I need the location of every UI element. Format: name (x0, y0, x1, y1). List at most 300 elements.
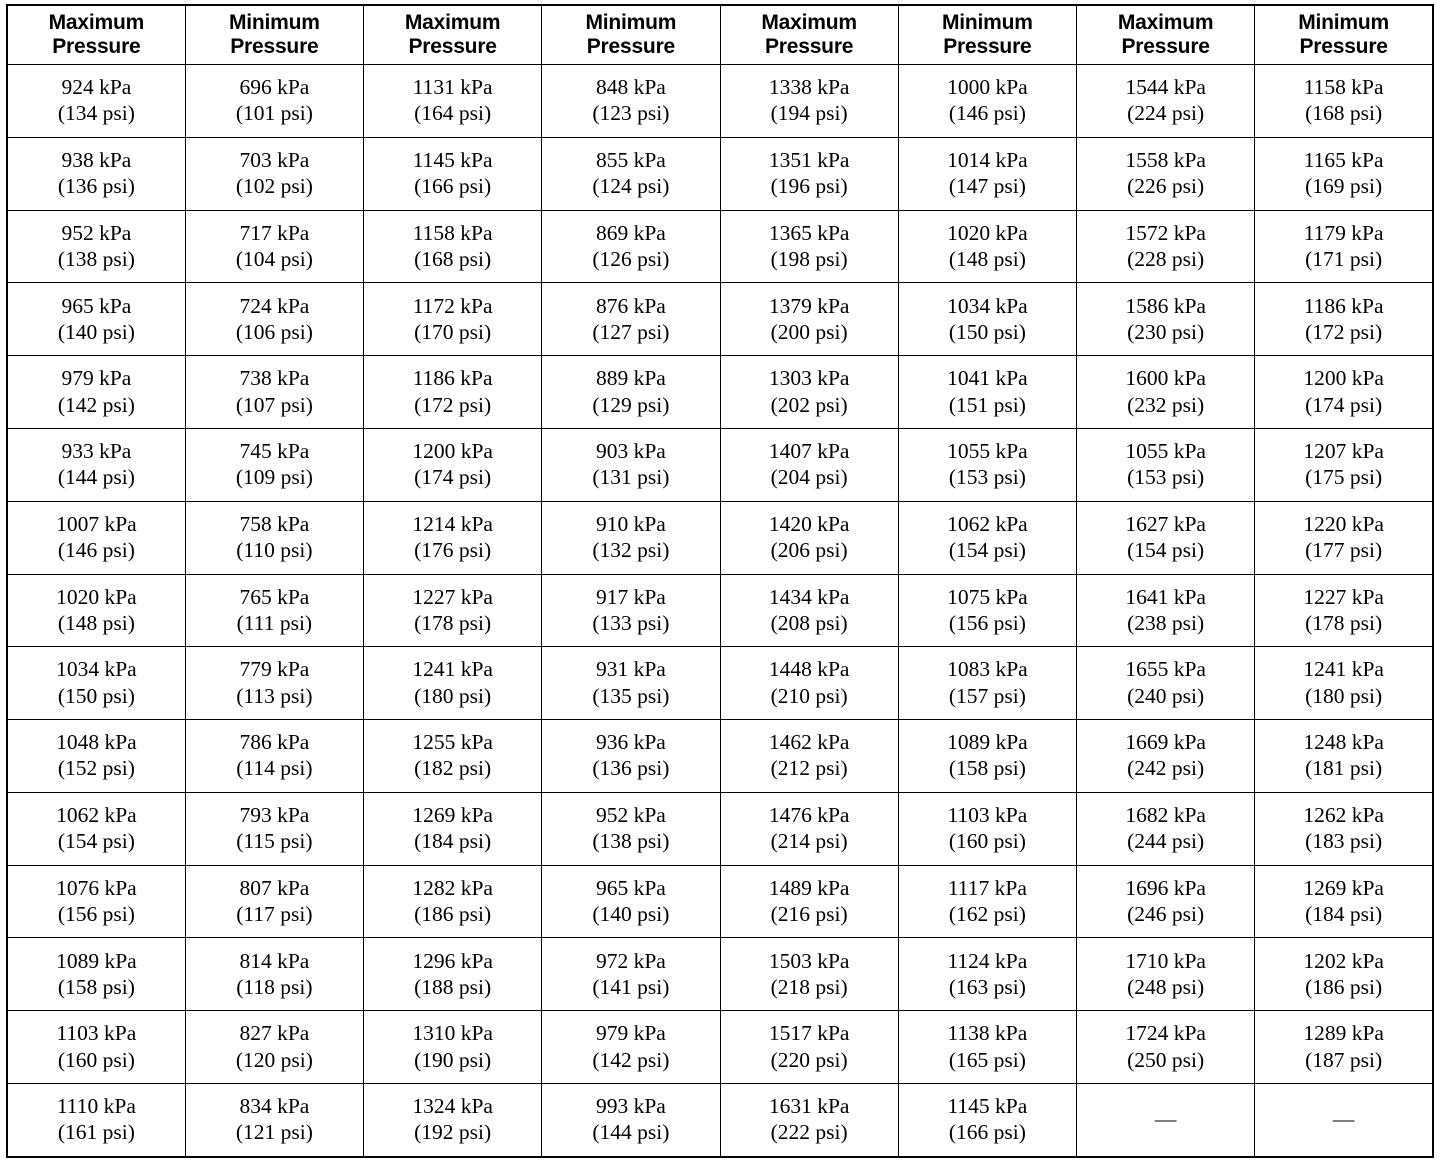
column-header-max-pressure-2 (364, 5, 542, 65)
psi-value: (165 psi) (948, 1047, 1026, 1072)
header-line-2: Pressure (586, 34, 676, 58)
table-cell (185, 647, 363, 720)
kpa-value: 1220 kPa (1303, 511, 1384, 536)
psi-value: (198 psi) (770, 246, 848, 271)
table-cell (720, 137, 898, 210)
table-cell (364, 356, 542, 429)
kpa-value: 1055 kPa (1125, 439, 1206, 464)
table-cell (1077, 428, 1255, 501)
table-header (7, 5, 1433, 65)
table-cell (185, 283, 363, 356)
psi-value: (106 psi) (235, 319, 313, 344)
kpa-value: 1641 kPa (1125, 584, 1206, 609)
table-cell (185, 428, 363, 501)
psi-value: (187 psi) (1305, 1047, 1383, 1072)
psi-value: (202 psi) (770, 392, 848, 417)
table-cell (1077, 210, 1255, 283)
kpa-value: 724 kPa (239, 293, 310, 318)
kpa-value: 1476 kPa (768, 803, 850, 828)
table-cell (364, 65, 542, 138)
column-header-min-pressure-2 (542, 5, 720, 65)
table-cell (7, 283, 185, 356)
kpa-value: 1179 kPa (1303, 220, 1384, 245)
table-cell (1077, 501, 1255, 574)
psi-value: (129 psi) (592, 392, 670, 417)
table-cell (898, 792, 1076, 865)
kpa-value: 1020 kPa (56, 584, 137, 609)
psi-value: (140 psi) (57, 319, 135, 344)
psi-value: (176 psi) (414, 538, 492, 563)
header-line-2: Pressure (1299, 34, 1388, 58)
header-line-2: Pressure (408, 34, 497, 58)
table-cell (1077, 720, 1255, 793)
table-cell (7, 428, 185, 501)
table-cell (898, 428, 1076, 501)
psi-value: (184 psi) (1305, 902, 1383, 927)
table-row (7, 865, 1433, 938)
table-cell (185, 137, 363, 210)
psi-value: (171 psi) (1305, 246, 1383, 271)
psi-value: (156 psi) (57, 902, 135, 927)
psi-value: (135 psi) (592, 683, 670, 708)
empty-value-dash: — (1332, 1107, 1355, 1132)
psi-value: (154 psi) (57, 829, 135, 854)
kpa-value: 1110 kPa (56, 1094, 136, 1119)
table-cell (364, 720, 542, 793)
kpa-value: 1048 kPa (56, 730, 137, 755)
kpa-value: 738 kPa (239, 366, 310, 391)
psi-value: (168 psi) (1305, 101, 1383, 126)
kpa-value: 765 kPa (239, 584, 310, 609)
table-cell (1077, 647, 1255, 720)
kpa-value: 952 kPa (61, 220, 132, 245)
table-cell (364, 501, 542, 574)
table-cell (364, 1083, 542, 1157)
psi-value: (169 psi) (1305, 174, 1383, 199)
kpa-value: 1351 kPa (768, 147, 850, 172)
kpa-value: 1041 kPa (947, 366, 1028, 391)
kpa-value: 703 kPa (239, 147, 310, 172)
table-cell (542, 1011, 720, 1084)
psi-value: (174 psi) (414, 465, 492, 490)
psi-value: (188 psi) (414, 974, 492, 999)
kpa-value: 979 kPa (595, 1021, 666, 1046)
table-cell (1255, 501, 1433, 574)
table-cell (1077, 1083, 1255, 1157)
table-cell (720, 1011, 898, 1084)
psi-value: (192 psi) (414, 1120, 492, 1145)
psi-value: (212 psi) (770, 756, 848, 781)
header-line-2: Pressure (230, 34, 319, 58)
table-cell (1077, 792, 1255, 865)
kpa-value: 696 kPa (239, 75, 310, 100)
table-cell (1255, 647, 1433, 720)
psi-value: (121 psi) (235, 1120, 313, 1145)
psi-value: (180 psi) (1305, 683, 1383, 708)
table-cell (542, 720, 720, 793)
table-cell (720, 356, 898, 429)
table-cell (364, 428, 542, 501)
kpa-value: 1062 kPa (56, 803, 137, 828)
table-row (7, 283, 1433, 356)
table-row (7, 938, 1433, 1011)
table-cell (898, 938, 1076, 1011)
psi-value: (153 psi) (948, 465, 1026, 490)
kpa-value: 1034 kPa (947, 293, 1028, 318)
header-line-1: Maximum (761, 11, 857, 34)
table-cell (185, 210, 363, 283)
kpa-value: 1165 kPa (1303, 147, 1384, 172)
kpa-value: 1145 kPa (947, 1094, 1028, 1119)
table-cell (1255, 65, 1433, 138)
psi-value: (181 psi) (1305, 756, 1383, 781)
kpa-value: 1186 kPa (1303, 293, 1384, 318)
table-cell (1255, 792, 1433, 865)
table-cell (720, 647, 898, 720)
kpa-value: 1172 kPa (412, 293, 493, 318)
table-row (7, 792, 1433, 865)
psi-value: (186 psi) (1305, 974, 1383, 999)
psi-value: (133 psi) (592, 610, 670, 635)
kpa-value: 827 kPa (239, 1021, 310, 1046)
psi-value: (115 psi) (236, 829, 313, 854)
kpa-value: 1055 kPa (947, 439, 1028, 464)
table-cell (7, 1083, 185, 1157)
header-line-2: Pressure (52, 34, 141, 58)
psi-value: (161 psi) (57, 1120, 135, 1145)
psi-value: (194 psi) (770, 101, 848, 126)
kpa-value: 1269 kPa (1303, 875, 1384, 900)
table-row (7, 647, 1433, 720)
table-cell (1255, 865, 1433, 938)
psi-value: (222 psi) (770, 1120, 848, 1145)
kpa-value: 1014 kPa (947, 147, 1028, 172)
kpa-value: 1007 kPa (56, 511, 137, 536)
psi-value: (150 psi) (948, 319, 1026, 344)
psi-value: (148 psi) (948, 246, 1026, 271)
kpa-value: 814 kPa (239, 948, 310, 973)
psi-value: (104 psi) (235, 246, 313, 271)
table-cell (1255, 1011, 1433, 1084)
column-header-max-pressure-4 (1077, 5, 1255, 65)
table-cell (185, 938, 363, 1011)
table-cell (898, 356, 1076, 429)
table-cell (7, 720, 185, 793)
kpa-value: 876 kPa (595, 293, 666, 318)
column-header-max-pressure-3 (720, 5, 898, 65)
table-cell (542, 283, 720, 356)
kpa-value: 924 kPa (61, 75, 132, 100)
kpa-value: 1655 kPa (1125, 657, 1206, 682)
psi-value: (174 psi) (1305, 392, 1383, 417)
psi-value: (200 psi) (770, 319, 848, 344)
psi-value: (216 psi) (770, 902, 848, 927)
kpa-value: 1558 kPa (1125, 147, 1206, 172)
table-cell (542, 428, 720, 501)
table-cell (7, 65, 185, 138)
table-body (7, 65, 1433, 1157)
psi-value: (210 psi) (770, 683, 848, 708)
table-cell (898, 65, 1076, 138)
psi-value: (160 psi) (57, 1047, 135, 1072)
table-cell (720, 792, 898, 865)
table-cell (542, 792, 720, 865)
table-cell (1255, 356, 1433, 429)
table-row (7, 1083, 1433, 1157)
column-header-min-pressure-3 (898, 5, 1076, 65)
table-cell (364, 792, 542, 865)
psi-value: (182 psi) (414, 756, 492, 781)
column-header-min-pressure-4 (1255, 5, 1433, 65)
kpa-value: 1586 kPa (1125, 293, 1206, 318)
psi-value: (238 psi) (1127, 610, 1205, 635)
psi-value: (136 psi) (57, 174, 135, 199)
table-cell (364, 210, 542, 283)
kpa-value: 807 kPa (239, 875, 310, 900)
table-cell (7, 356, 185, 429)
psi-value: (166 psi) (948, 1120, 1026, 1145)
table-cell (7, 865, 185, 938)
psi-value: (214 psi) (770, 829, 848, 854)
psi-value: (151 psi) (948, 392, 1026, 417)
psi-value: (246 psi) (1127, 902, 1205, 927)
kpa-value: 1124 kPa (947, 948, 1028, 973)
kpa-value: 793 kPa (239, 803, 310, 828)
psi-value: (146 psi) (57, 538, 135, 563)
kpa-value: 1289 kPa (1303, 1021, 1384, 1046)
psi-value: (226 psi) (1127, 174, 1205, 199)
table-cell (185, 501, 363, 574)
kpa-value: 1131 kPa (412, 75, 493, 100)
kpa-value: 1020 kPa (947, 220, 1028, 245)
empty-value-dash: — (1154, 1107, 1177, 1132)
psi-value: (242 psi) (1127, 756, 1205, 781)
psi-value: (111 psi) (236, 610, 313, 635)
psi-value: (109 psi) (235, 465, 313, 490)
kpa-value: 1202 kPa (1303, 948, 1384, 973)
kpa-value: 938 kPa (61, 147, 132, 172)
table-cell (898, 1011, 1076, 1084)
psi-value: (220 psi) (770, 1047, 848, 1072)
psi-value: (157 psi) (948, 683, 1026, 708)
psi-value: (172 psi) (1305, 319, 1383, 344)
psi-value: (147 psi) (948, 174, 1026, 199)
table-cell (1077, 938, 1255, 1011)
psi-value: (140 psi) (592, 902, 670, 927)
psi-value: (132 psi) (592, 538, 670, 563)
table-cell (720, 865, 898, 938)
kpa-value: 979 kPa (61, 366, 132, 391)
psi-value: (184 psi) (414, 829, 492, 854)
kpa-value: 1282 kPa (412, 875, 493, 900)
table-cell (898, 720, 1076, 793)
table-cell (542, 865, 720, 938)
kpa-value: 1083 kPa (947, 657, 1028, 682)
table-cell (720, 938, 898, 1011)
psi-value: (183 psi) (1305, 829, 1383, 854)
kpa-value: 1089 kPa (947, 730, 1028, 755)
table-cell (7, 501, 185, 574)
psi-value: (230 psi) (1127, 319, 1205, 344)
table-cell (185, 65, 363, 138)
table-row (7, 210, 1433, 283)
psi-value: (178 psi) (1305, 610, 1383, 635)
psi-value: (114 psi) (236, 756, 313, 781)
kpa-value: 1517 kPa (768, 1021, 850, 1046)
pressure-table (6, 4, 1434, 1158)
table-cell (364, 865, 542, 938)
table-cell (1077, 1011, 1255, 1084)
kpa-value: 1241 kPa (412, 657, 493, 682)
psi-value: (218 psi) (770, 974, 848, 999)
table-cell (7, 647, 185, 720)
psi-value: (138 psi) (57, 246, 135, 271)
table-row (7, 356, 1433, 429)
psi-value: (146 psi) (948, 101, 1026, 126)
psi-value: (158 psi) (57, 974, 135, 999)
table-cell (1077, 137, 1255, 210)
table-cell (542, 210, 720, 283)
kpa-value: 869 kPa (595, 220, 666, 245)
psi-value: (248 psi) (1127, 974, 1205, 999)
kpa-value: 1241 kPa (1303, 657, 1384, 682)
table-row (7, 720, 1433, 793)
kpa-value: 1296 kPa (412, 948, 493, 973)
kpa-value: 965 kPa (61, 293, 132, 318)
table-cell (1077, 65, 1255, 138)
kpa-value: 1000 kPa (947, 75, 1028, 100)
kpa-value: 1062 kPa (947, 511, 1028, 536)
header-line-1: Maximum (48, 11, 145, 34)
psi-value: (144 psi) (592, 1120, 670, 1145)
table-cell (185, 356, 363, 429)
kpa-value: 779 kPa (239, 657, 310, 682)
header-line-2: Pressure (764, 34, 854, 58)
table-cell (542, 647, 720, 720)
table-cell (898, 647, 1076, 720)
kpa-value: 1117 kPa (947, 875, 1027, 900)
header-line-1: Maximum (404, 11, 501, 34)
kpa-value: 1076 kPa (56, 875, 137, 900)
table-cell (898, 865, 1076, 938)
psi-value: (101 psi) (235, 101, 313, 126)
psi-value: (138 psi) (592, 829, 670, 854)
table-cell (7, 574, 185, 647)
header-line-1: Minimum (941, 11, 1033, 34)
psi-value: (190 psi) (414, 1047, 492, 1072)
kpa-value: 1324 kPa (412, 1094, 493, 1119)
psi-value: (240 psi) (1127, 683, 1205, 708)
kpa-value: 933 kPa (61, 439, 132, 464)
psi-value: (113 psi) (236, 683, 313, 708)
table-cell (720, 65, 898, 138)
table-cell (1255, 1083, 1433, 1157)
psi-value: (152 psi) (57, 756, 135, 781)
psi-value: (204 psi) (770, 465, 848, 490)
kpa-value: 717 kPa (239, 220, 310, 245)
psi-value: (136 psi) (592, 756, 670, 781)
psi-value: (126 psi) (592, 246, 670, 271)
psi-value: (102 psi) (235, 174, 313, 199)
table-cell (720, 283, 898, 356)
table-cell (720, 1083, 898, 1157)
table-cell (1255, 210, 1433, 283)
kpa-value: 1262 kPa (1303, 803, 1384, 828)
table-cell (720, 574, 898, 647)
table-cell (7, 938, 185, 1011)
kpa-value: 917 kPa (595, 584, 666, 609)
kpa-value: 1075 kPa (947, 584, 1028, 609)
table-cell (7, 792, 185, 865)
psi-value: (153 psi) (1127, 465, 1205, 490)
psi-value: (244 psi) (1127, 829, 1205, 854)
table-cell (7, 210, 185, 283)
kpa-value: 972 kPa (595, 948, 666, 973)
kpa-value: 1489 kPa (768, 875, 850, 900)
table-row (7, 574, 1433, 647)
psi-value: (123 psi) (592, 101, 670, 126)
header-row (7, 5, 1433, 65)
kpa-value: 1682 kPa (1125, 803, 1206, 828)
table-cell (364, 1011, 542, 1084)
table-cell (720, 501, 898, 574)
table-cell (185, 1011, 363, 1084)
kpa-value: 1089 kPa (56, 948, 137, 973)
kpa-value: 1214 kPa (412, 511, 493, 536)
table-cell (720, 720, 898, 793)
kpa-value: 993 kPa (595, 1094, 666, 1119)
kpa-value: 1379 kPa (768, 293, 850, 318)
kpa-value: 1186 kPa (412, 366, 493, 391)
table-cell (1255, 938, 1433, 1011)
kpa-value: 1145 kPa (412, 147, 493, 172)
table-cell (7, 137, 185, 210)
kpa-value: 1600 kPa (1125, 366, 1206, 391)
psi-value: (134 psi) (57, 101, 135, 126)
psi-value: (177 psi) (1305, 538, 1383, 563)
kpa-value: 1503 kPa (768, 948, 850, 973)
kpa-value: 1103 kPa (947, 803, 1028, 828)
kpa-value: 1462 kPa (768, 730, 850, 755)
psi-value: (154 psi) (948, 538, 1026, 563)
table-cell (542, 1083, 720, 1157)
kpa-value: 745 kPa (239, 439, 310, 464)
kpa-value: 1696 kPa (1125, 875, 1206, 900)
kpa-value: 1103 kPa (56, 1021, 137, 1046)
table-cell (185, 865, 363, 938)
kpa-value: 1158 kPa (412, 220, 493, 245)
kpa-value: 910 kPa (595, 511, 666, 536)
header-line-1: Minimum (585, 11, 677, 34)
kpa-value: 1434 kPa (768, 584, 850, 609)
kpa-value: 1710 kPa (1125, 948, 1206, 973)
kpa-value: 903 kPa (595, 439, 666, 464)
kpa-value: 855 kPa (595, 147, 666, 172)
table-cell (898, 1083, 1076, 1157)
kpa-value: 1724 kPa (1125, 1021, 1206, 1046)
kpa-value: 1248 kPa (1303, 730, 1384, 755)
kpa-value: 1207 kPa (1303, 439, 1384, 464)
kpa-value: 1631 kPa (768, 1094, 850, 1119)
psi-value: (127 psi) (592, 319, 670, 344)
table-cell (364, 283, 542, 356)
psi-value: (172 psi) (414, 392, 492, 417)
kpa-value: 1407 kPa (768, 439, 850, 464)
kpa-value: 1200 kPa (412, 439, 493, 464)
psi-value: (154 psi) (1127, 538, 1205, 563)
table-cell (542, 501, 720, 574)
table-cell (185, 792, 363, 865)
